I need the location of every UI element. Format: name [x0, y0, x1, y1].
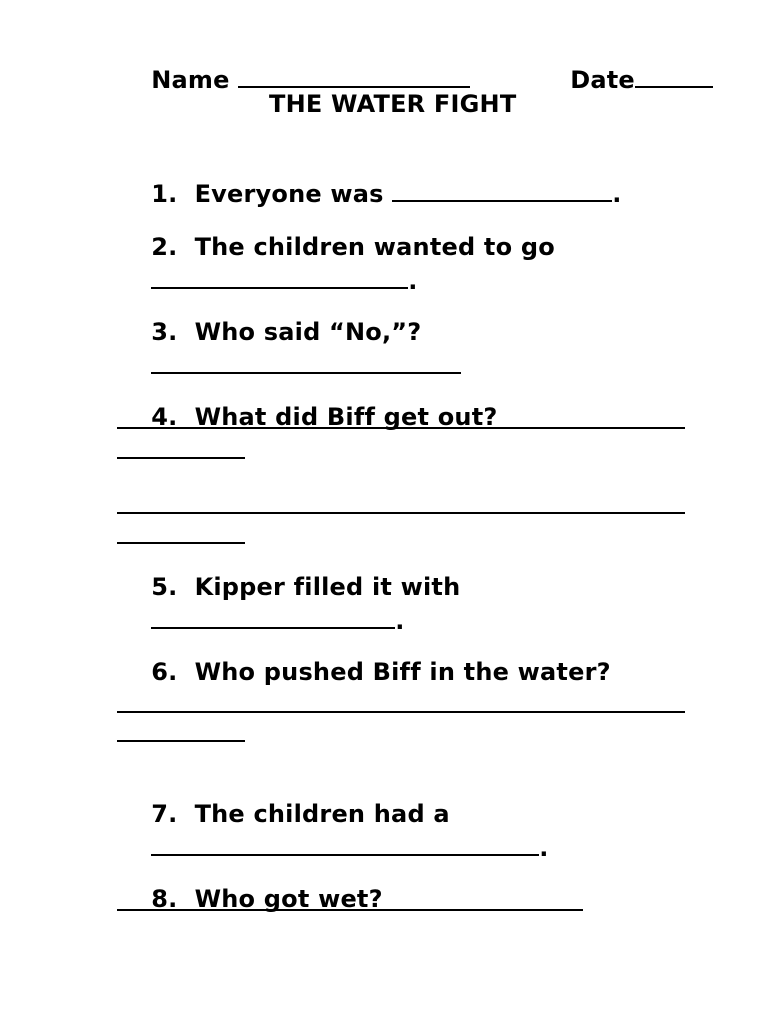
answer-4-rule-c[interactable]	[117, 512, 685, 514]
question-6-text: Who pushed Biff in the water?	[194, 658, 611, 686]
question-2-suffix: .	[408, 267, 418, 295]
question-1-text: Everyone was	[194, 180, 384, 208]
question-4-number: 4.	[151, 403, 178, 431]
question-1-suffix: .	[612, 180, 622, 208]
answer-4-rule-a[interactable]	[117, 427, 685, 429]
answer-4-rule-b[interactable]	[117, 457, 245, 459]
question-3-number: 3.	[151, 318, 178, 346]
name-label: Name	[151, 66, 230, 94]
question-7-suffix: .	[539, 834, 549, 862]
question-2-text: The children wanted to go	[194, 233, 555, 261]
name-field[interactable]	[238, 62, 470, 88]
question-4-text: What did Biff get out?	[194, 403, 498, 431]
answer-1-field[interactable]	[392, 176, 612, 202]
question-8-number: 8.	[151, 885, 178, 913]
answer-7-field[interactable]	[151, 830, 539, 856]
question-4	[117, 372, 498, 462]
question-5-number: 5.	[151, 573, 178, 601]
date-label: Date	[570, 66, 635, 94]
answer-5-field[interactable]	[151, 603, 395, 629]
question-8	[117, 854, 383, 944]
question-6-number: 6.	[151, 658, 178, 686]
date-field[interactable]	[635, 62, 713, 88]
answer-2-field[interactable]	[151, 263, 408, 289]
question-8-text: Who got wet?	[194, 885, 383, 913]
question-2-number: 2.	[151, 233, 178, 261]
date-line	[536, 32, 713, 125]
answer-6-rule-a[interactable]	[117, 711, 685, 713]
question-1-number: 1.	[151, 180, 178, 208]
question-5-text: Kipper filled it with	[194, 573, 461, 601]
answer-6-rule-b[interactable]	[117, 740, 245, 742]
answer-8-rule[interactable]	[117, 909, 583, 911]
question-7-text: The children had a	[194, 800, 450, 828]
question-5-suffix: .	[395, 607, 405, 635]
question-6	[117, 627, 611, 717]
page-title: THE WATER FIGHT	[269, 90, 517, 118]
answer-3-field[interactable]	[151, 348, 461, 374]
question-7-number: 7.	[151, 800, 178, 828]
question-3-text: Who said “No,”?	[194, 318, 422, 346]
